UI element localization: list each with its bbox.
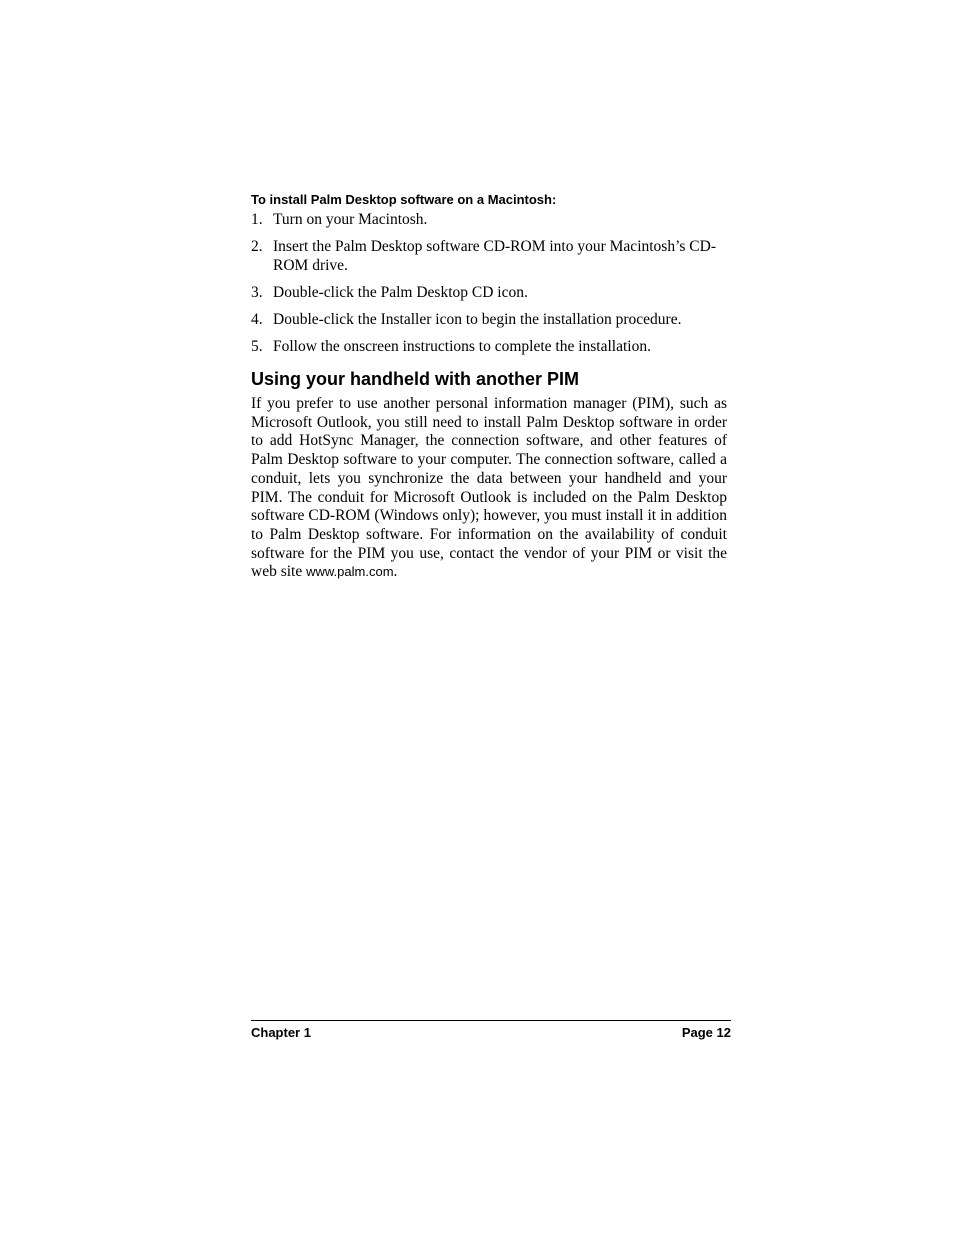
link-suffix: . [393, 563, 398, 581]
footer-chapter: Chapter 1 [251, 1025, 311, 1040]
procedure-heading: To install Palm Desktop software on a Macintosh: [251, 192, 557, 207]
section-heading: Using your handheld with another PIM [251, 369, 580, 389]
step-text: Double-click the Installer icon to begin the installation procedure. [273, 310, 682, 328]
paragraph-text: If you prefer to use another personal information manager (PIM), such as Microsoft Outlook, you still need to install Palm Desktop software in order to add HotSync Manager, the connection software, and other features of Palm Desktop software to your computer. The connection software, called a conduit, lets you synchronize the data between your handheld and your PIM. The conduit for Microsoft Outlook is included on the Palm Desktop software CD-ROM (Windows only); however, you must install it in addition to Palm Desktop software. For information on the availability of conduit software for the PIM you use, contact the vendor of your PIM or visit the web site [251, 395, 727, 581]
step-number: 3. [251, 283, 263, 301]
list-item [251, 238, 731, 275]
list-item [251, 311, 731, 330]
web-site-link[interactable]: www.palm.com [306, 564, 394, 580]
footer-page-number: Page 12 [681, 1025, 731, 1040]
step-number: 2. [251, 238, 263, 255]
list-item [251, 211, 731, 230]
list-item [251, 338, 731, 357]
list-item [251, 284, 731, 303]
page-footer [251, 1025, 731, 1041]
step-text: Turn on your Macintosh. [273, 211, 428, 228]
step-text: Follow the onscreen instructions to complete the installation. [273, 337, 651, 355]
step-text: Double-click the Palm Desktop CD icon. [273, 283, 528, 301]
step-number: 5. [251, 337, 263, 355]
step-number: 4. [251, 310, 263, 328]
footer-rule [251, 1020, 731, 1021]
install-steps-list [251, 211, 731, 365]
step-text: Insert the Palm Desktop software CD-ROM into your Macintosh’s CD-ROM drive. [273, 238, 716, 274]
section-paragraph [251, 395, 727, 582]
step-number: 1. [251, 211, 263, 228]
